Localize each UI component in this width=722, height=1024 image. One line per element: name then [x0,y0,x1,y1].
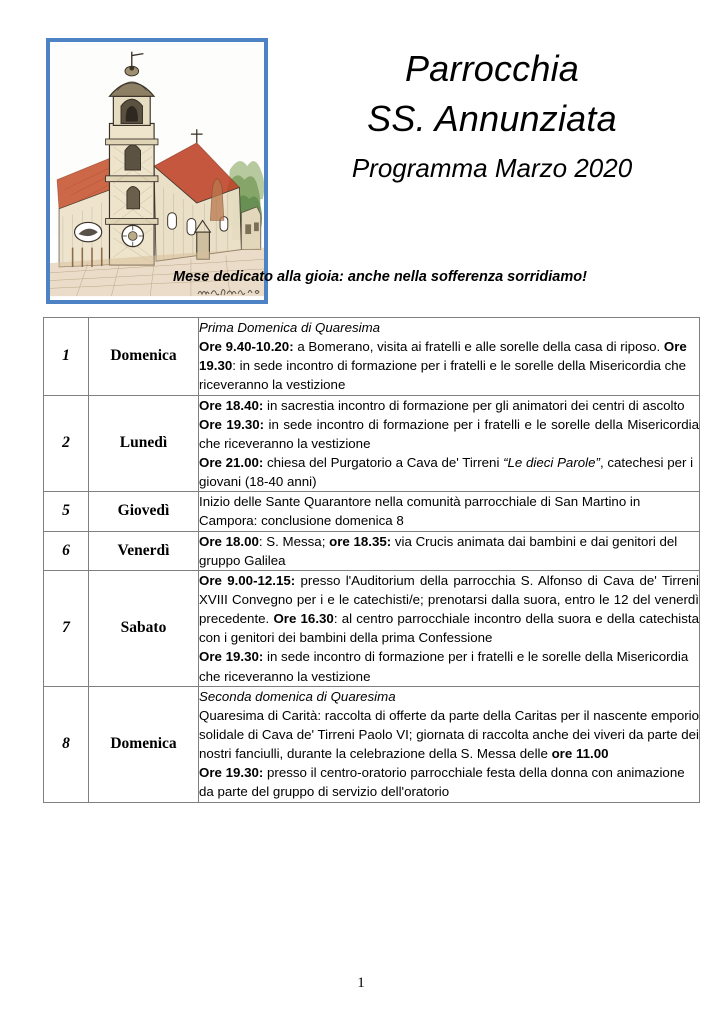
table-row [44,531,700,570]
event-text: , catechesi per i giovani (18-40 anni) [199,454,694,490]
event-text: Prima Domenica di Quaresima [199,320,381,335]
event-line [199,763,699,801]
day-number-cell: 1 [44,318,89,396]
event-text: in sede incontro di formazione per i fratelli e le sorelle della Misericordia che riceveranno la vestizione [199,649,689,684]
event-time: Ore 19.30: [199,649,264,665]
day-number-cell: 8 [44,686,89,802]
day-name-cell: Venerdì [89,531,199,570]
event-text: chiesa del Purgatorio a Cava de' Tirreni [263,454,504,470]
event-text: “Le dieci Parole” [503,454,600,470]
day-name-cell: Domenica [89,318,199,396]
page-title: Parrocchia [404,48,580,89]
event-time: Ore 21.00: [199,454,264,470]
event-time: Ore 19.30 [199,339,687,374]
event-time: Ore 9.40-10.20: [199,339,294,355]
event-text: via Crucis animata dai bambini e dai genitori del gruppo Galilea [199,533,678,568]
table-row [44,395,700,492]
event-text: a Bomerano, visita ai fratelli e alle sorelle della casa di riposo. [293,339,664,355]
event-text: Quaresima di Carità: raccolta di offerte da parte della Caritas per il nascente emporio solidale di Cava de' Tirreni Paolo VI; giornata di raccolta anche dei viveri da parte dei nostri fanciulli, durante la celebrazione della S. Messa delle [199,707,699,762]
event-time: Ore 19.30: [199,765,264,781]
day-number-cell: 5 [44,492,89,531]
church-illustration-frame [46,38,268,304]
event-text: Seconda domenica di Quaresima [199,688,396,704]
page-subtitle: SS. Annunziata [367,97,617,139]
events-cell [199,531,700,570]
event-time: Ore 16.30 [273,611,334,627]
event-line [199,318,699,337]
event-line [199,706,699,763]
event-line [199,571,699,648]
day-name-cell: Sabato [89,570,199,686]
table-row [44,492,700,531]
day-name-cell: Lunedì [89,395,199,492]
event-text: : al centro parrocchiale incontro della suora e della catechista con i genitori dei bambini della prima Confessione [199,611,700,646]
event-line [199,337,699,394]
event-text: presso il centro-oratorio parrocchiale festa della donna con animazione da parte del gruppo di servizio dell'oratorio [199,765,685,800]
day-name-cell: Domenica [89,686,199,802]
event-line [199,687,699,706]
day-name-cell: Giovedì [89,492,199,531]
event-line [199,415,699,453]
events-cell [199,570,700,686]
table-row [44,570,700,686]
event-line [199,453,699,491]
church-watercolor-icon [50,42,264,300]
document-header [0,0,722,312]
events-cell [199,395,700,492]
events-cell [199,492,700,531]
page-number: 1 [357,975,365,991]
event-text: Inizio delle Sante Quarantore nella comunità parrocchiale di San Martino in Campora: conclusione domenica 8 [199,494,641,529]
event-text: in sacrestia incontro di formazione per gli animatori dei centri di ascolto [263,397,685,413]
events-cell [199,318,700,396]
events-cell [199,686,700,802]
schedule-table-body [44,318,700,803]
table-row [44,318,700,396]
event-time: ore 18.35: [329,533,392,549]
monthly-motto: Mese dedicato alla gioia: anche nella sofferenza sorridiamo! [173,269,587,285]
event-line [199,647,699,685]
event-time: Ore 19.30: [199,416,265,432]
event-time: Ore 18.00 [199,533,259,549]
event-time: Ore 9.00-12.15: [199,572,296,588]
event-text: in sede incontro di formazione per i fratelli e le sorelle della Misericordia che riceveranno la vestizione [199,416,699,451]
day-number-cell: 7 [44,570,89,686]
event-text: : S. Messa; [258,533,330,549]
program-period: Programma Marzo 2020 [351,153,633,184]
event-line [199,532,699,570]
title-block [282,44,702,188]
table-row [44,686,700,802]
event-text: presso l'Auditorium della parrocchia S. Alfonso di Cava de' Tirreni XVIII Convegno per i e le catechisti/e; prenotarsi dalla suora, entro le 12 del venerdì precedente. [199,572,700,627]
event-line [199,492,699,530]
event-line [199,396,699,415]
schedule-table [43,317,700,803]
event-time: Ore 18.40: [199,397,264,413]
event-time: ore 11.00 [551,746,609,762]
day-number-cell: 2 [44,395,89,492]
event-text: : in sede incontro di formazione per i fratelli e le sorelle della Misericordia che riceveranno la vestizione [199,358,687,393]
day-number-cell: 6 [44,531,89,570]
